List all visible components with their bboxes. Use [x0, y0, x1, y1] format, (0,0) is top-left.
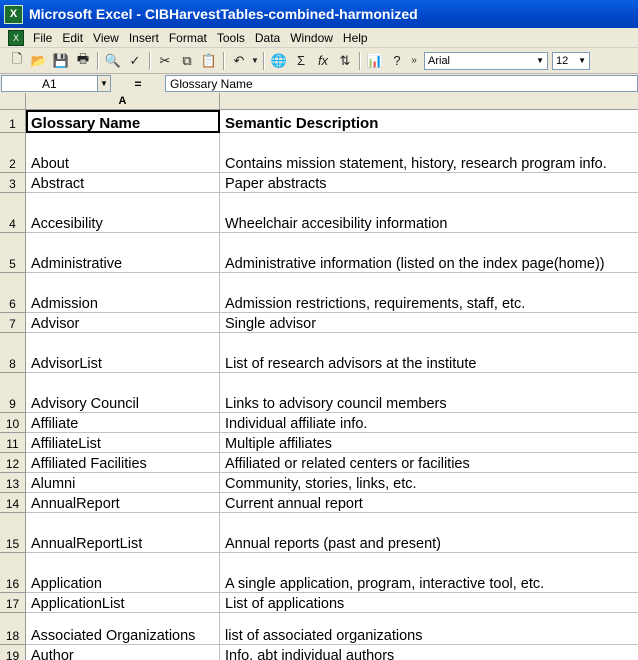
cell-a[interactable]: Advisory Council — [26, 373, 220, 413]
cell-b[interactable]: Paper abstracts — [220, 173, 638, 193]
cell-a[interactable]: Admission — [26, 273, 220, 313]
cell-b[interactable]: Links to advisory council members — [220, 373, 638, 413]
separator — [223, 52, 225, 70]
table-row — [0, 613, 638, 645]
table-row — [0, 373, 638, 413]
worksheet-grid — [0, 93, 638, 660]
equals-sign: = — [134, 76, 142, 91]
cell-b[interactable]: A single application, program, interactive tool, etc. — [220, 553, 638, 593]
title-bar — [0, 0, 638, 28]
undo-icon[interactable]: ↶ — [233, 52, 245, 68]
cell-a[interactable]: Application — [26, 553, 220, 593]
table-row — [0, 645, 638, 660]
menu-file[interactable]: File — [33, 30, 53, 45]
row-header[interactable]: 18 — [0, 613, 26, 645]
cell-a[interactable]: Affiliated Facilities — [26, 453, 220, 473]
chevron-down-icon[interactable]: ▼ — [536, 56, 544, 65]
row-header[interactable]: 2 — [0, 133, 26, 173]
cell-b[interactable]: list of associated organizations — [220, 613, 638, 645]
menu-bar — [0, 28, 638, 48]
save-icon[interactable]: 💾 — [52, 52, 70, 68]
row-header[interactable]: 16 — [0, 553, 26, 593]
separator — [263, 52, 265, 70]
cell-b[interactable]: List of applications — [220, 593, 638, 613]
menu-format[interactable]: Format — [168, 30, 207, 45]
row-header[interactable]: 3 — [0, 173, 26, 193]
table-row — [0, 433, 638, 453]
table-row — [0, 453, 638, 473]
new-icon[interactable]: 🗋 — [11, 50, 23, 66]
cell-a[interactable]: About — [26, 133, 220, 173]
cell-a[interactable]: Associated Organizations — [26, 613, 220, 645]
cell-a[interactable]: Administrative — [26, 233, 220, 273]
row-header[interactable]: 11 — [0, 433, 26, 453]
table-row — [0, 333, 638, 373]
cell-a[interactable]: Affiliate — [26, 413, 220, 433]
table-row — [0, 273, 638, 313]
separator — [359, 52, 361, 70]
separator — [149, 52, 151, 70]
print-icon[interactable]: 🖶 — [76, 50, 90, 66]
help-icon[interactable]: ? — [393, 53, 401, 68]
cell-a[interactable]: Alumni — [26, 473, 220, 493]
cell-b[interactable]: Contains mission statement, history, research program info. — [220, 133, 638, 173]
cell-a[interactable]: Author — [26, 645, 220, 660]
menu-window[interactable]: Window — [290, 30, 333, 45]
chart-wizard-icon[interactable]: 📊 — [366, 52, 384, 68]
menu-tools[interactable]: Tools — [216, 30, 245, 45]
name-box-value: A1 — [42, 76, 57, 91]
cell-b[interactable]: Annual reports (past and present) — [220, 513, 638, 553]
separator — [97, 52, 99, 70]
select-all-corner[interactable] — [0, 93, 26, 110]
print-preview-icon[interactable]: 🔍 — [104, 52, 122, 68]
toolbar-options-icon[interactable]: » — [411, 55, 417, 66]
cell-b[interactable]: Wheelchair accesibility information — [220, 193, 638, 233]
window-title: Microsoft Excel - CIBHarvestTables-combined-harmonized — [29, 6, 418, 22]
row-header[interactable]: 14 — [0, 493, 26, 513]
row-header[interactable]: 9 — [0, 373, 26, 413]
hyperlink-icon[interactable]: 🌐 — [270, 52, 288, 68]
paste-icon[interactable]: 📋 — [200, 52, 218, 68]
cell-a[interactable]: AdvisorList — [26, 333, 220, 373]
cell-b[interactable]: Affiliated or related centers or facilities — [220, 453, 638, 473]
cell-b[interactable]: Administrative information (listed on the index page(home)) — [220, 233, 638, 273]
row-header[interactable]: 1 — [0, 110, 26, 133]
open-icon[interactable]: 📂 — [30, 52, 48, 68]
cell-a[interactable]: AnnualReport — [26, 493, 220, 513]
menu-data[interactable]: Data — [254, 30, 281, 45]
table-row — [0, 133, 638, 173]
menu-view[interactable]: View — [93, 30, 119, 45]
cell-b[interactable]: Current annual report — [220, 493, 638, 513]
function-icon[interactable]: fx — [317, 53, 329, 68]
cell-a[interactable]: Advisor — [26, 313, 220, 333]
copy-icon[interactable]: ⧉ — [182, 52, 192, 68]
table-row — [0, 173, 638, 193]
row-header[interactable]: 6 — [0, 273, 26, 313]
cell-b[interactable]: List of research advisors at the institute — [220, 333, 638, 373]
table-row — [0, 473, 638, 493]
font-name-value: Arial — [428, 54, 451, 67]
font-size-select[interactable] — [552, 52, 590, 70]
cell-a[interactable]: Accesibility — [26, 193, 220, 233]
cell-b[interactable]: Admission restrictions, requirements, staff, etc. — [220, 273, 638, 313]
cell-a[interactable]: ApplicationList — [26, 593, 220, 613]
row-header[interactable]: 7 — [0, 313, 26, 333]
table-row — [0, 513, 638, 553]
cell-a[interactable]: AnnualReportList — [26, 513, 220, 553]
row-header[interactable]: 5 — [0, 233, 26, 273]
row-header[interactable]: 15 — [0, 513, 26, 553]
cell-b[interactable]: Community, stories, links, etc. — [220, 473, 638, 493]
formula-input[interactable]: Glossary Name — [165, 75, 638, 92]
table-row — [0, 493, 638, 513]
sort-ascending-icon[interactable]: ⇅ — [339, 52, 351, 68]
menu-edit[interactable]: Edit — [62, 30, 84, 45]
cell-b[interactable]: Individual affiliate info. — [220, 413, 638, 433]
row-header[interactable]: 17 — [0, 593, 26, 613]
cut-icon[interactable]: ✂ — [159, 52, 171, 68]
cell-b[interactable]: Info. abt individual authors — [220, 645, 638, 660]
table-row — [0, 413, 638, 433]
menu-help[interactable]: Help — [342, 30, 368, 45]
standard-toolbar — [0, 48, 638, 74]
row-header[interactable]: 19 — [0, 645, 26, 660]
row-header[interactable]: 4 — [0, 193, 26, 233]
cell-b1[interactable]: Semantic Description — [220, 110, 638, 133]
table-row — [0, 193, 638, 233]
chevron-down-icon[interactable]: ▼ — [578, 56, 586, 65]
cell-b[interactable]: Single advisor — [220, 313, 638, 333]
font-size-value: 12 — [556, 54, 569, 67]
row-header[interactable]: 10 — [0, 413, 26, 433]
name-box[interactable] — [1, 75, 111, 92]
chevron-down-icon[interactable]: ▼ — [97, 76, 110, 91]
cell-b[interactable]: Multiple affiliates — [220, 433, 638, 453]
column-header-a[interactable]: A — [26, 93, 220, 110]
undo-dropdown-icon[interactable]: ▼ — [251, 56, 259, 65]
excel-logo-icon: X — [4, 5, 23, 24]
spelling-icon[interactable]: ✓ — [129, 52, 141, 68]
table-row — [0, 553, 638, 593]
menu-insert[interactable]: Insert — [128, 30, 159, 45]
workbook-icon[interactable]: X — [8, 30, 24, 46]
row-header[interactable]: 13 — [0, 473, 26, 493]
row-header[interactable]: 12 — [0, 453, 26, 473]
formula-bar — [0, 74, 638, 93]
autosum-icon[interactable]: Σ — [296, 53, 306, 68]
cell-a[interactable]: AffiliateList — [26, 433, 220, 453]
table-row — [0, 313, 638, 333]
cell-a1[interactable]: Glossary Name — [26, 110, 220, 133]
column-header-b[interactable] — [220, 93, 638, 110]
table-row — [0, 110, 638, 133]
row-header[interactable]: 8 — [0, 333, 26, 373]
table-row — [0, 233, 638, 273]
cell-a[interactable]: Abstract — [26, 173, 220, 193]
table-row — [0, 593, 638, 613]
font-name-select[interactable] — [424, 52, 548, 70]
